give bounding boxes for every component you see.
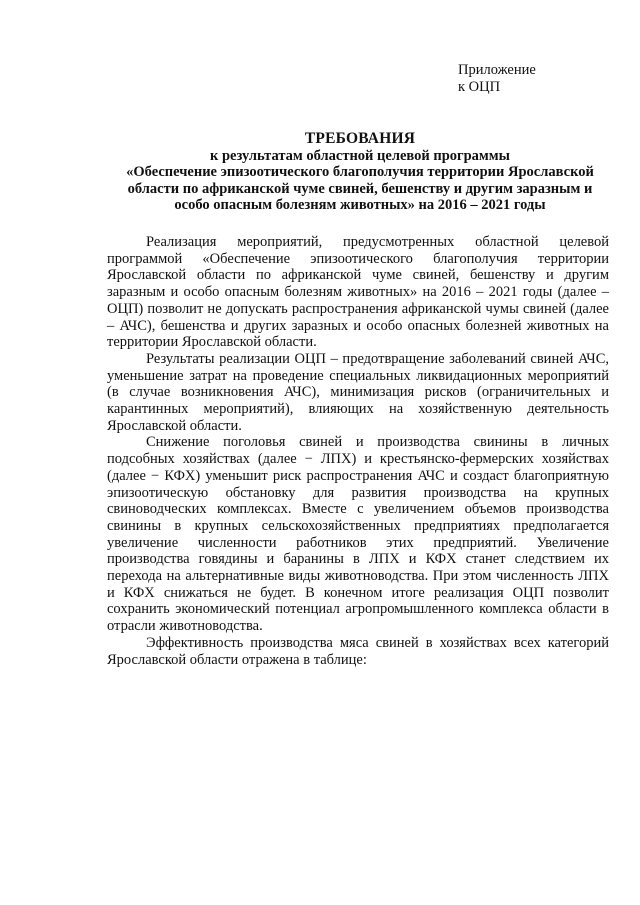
paragraph-4: Эффективность производства мяса свиней в хозяйствах всех категорий Ярославской области отражена в таблице:	[107, 634, 609, 668]
document-subtitle-1: к результатам областной целевой программы	[210, 147, 510, 164]
paragraph-1: Реализация мероприятий, предусмотренных областной целевой программой «Обеспечение эпизоотического благополучия территории Ярославской области по африканской чуме свиней, бешенству и другим заразным и особо опасным болезням животных» на 2016 – 2021 годы (далее – ОЦП) позволит не допускать распространения африканской чумы свиней (далее – АЧС), бешенства и других заразных и особо опасных болезней животных на территории Ярославской области.	[107, 234, 609, 351]
paragraph-2: Результаты реализации ОЦП – предотвращение заболеваний свиней АЧС, уменьшение затрат на проведение специальных ликвидационных мероприятий (в случае возникновения АЧС), минимизация рисков (ограничительных и карантинных мероприятий), влияющих на хозяйственную деятельность Ярославской области.	[107, 350, 609, 434]
document-subtitle-2: «Обеспечение эпизоотического благополучия территории Ярославской области по африканской чуме свиней, бешенству и другим заразным и особо опасным болезням животных» на 2016 – 2021 годы	[126, 164, 594, 214]
appendix-line-2: к ОЦП	[458, 79, 501, 95]
document-heading	[110, 131, 610, 214]
appendix-line-1: Приложение	[458, 62, 536, 78]
document-title: ТРЕБОВАНИЯ	[304, 130, 416, 147]
paragraph-3: Снижение поголовья свиней и производства свинины в личных подсобных хозяйствах (далее − ЛПХ) и крестьянско-фермерских хозяйствах (далее − КФХ) уменьшит риск распространения АЧС и создаст благоприятную эпизоотическую обстановку для развития производства на крупных свиноводческих комплексах. Вместе с увеличением объемов производства свинины в крупных сельскохозяйственных предприятиях предполагается увеличение численности работников этих предприятий. Увеличение производства говядины и баранины в ЛПХ и КФХ станет следствием их перехода на альтернативные виды животноводства. При этом численность ЛПХ и КФХ снижаться не будет. В конечном итоге реализация ОЦП позволит сохранить экономический потенциал агропромышленного комплекса области в отрасли животноводства.	[107, 434, 609, 635]
appendix-label	[458, 62, 536, 96]
document-body	[107, 234, 609, 668]
